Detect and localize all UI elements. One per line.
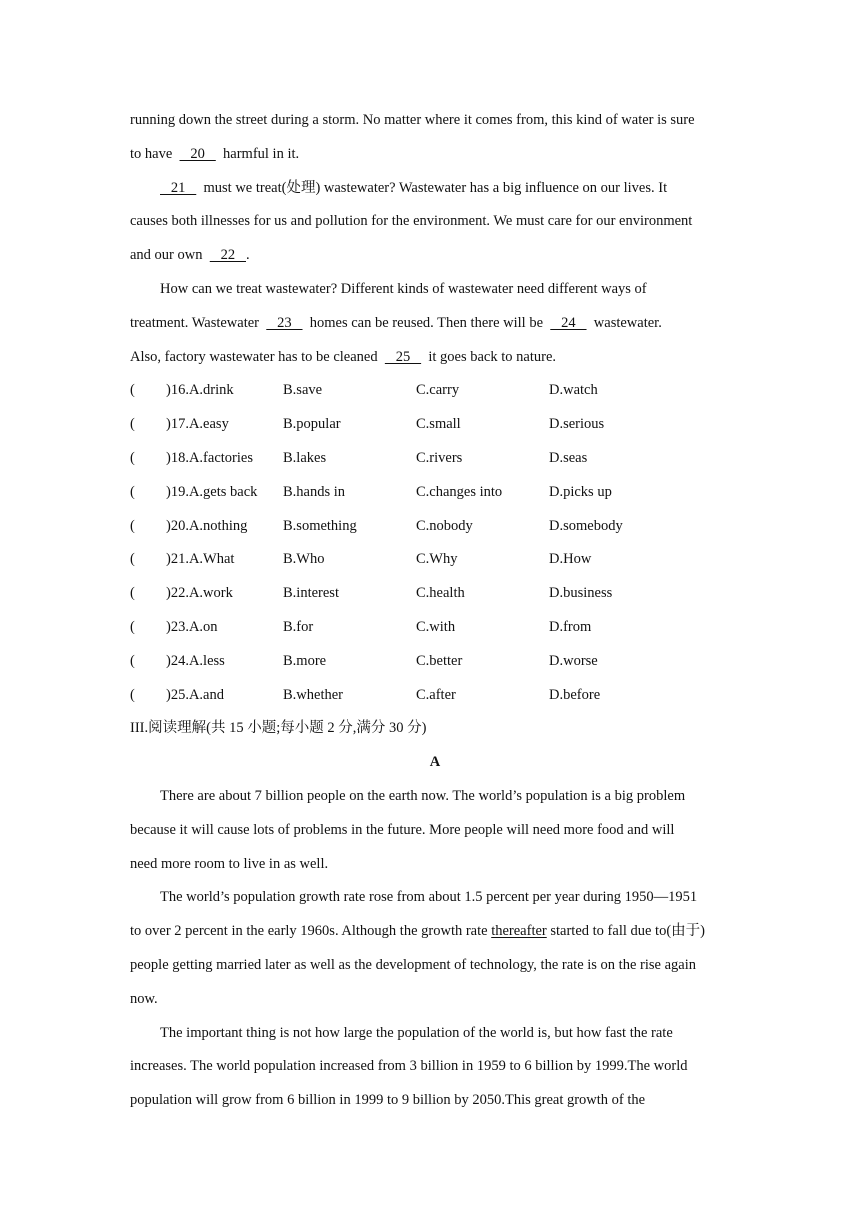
option-a: )19.A.gets back: [166, 483, 258, 500]
option-c: C.changes into: [416, 483, 503, 500]
option-a: )23.A.on: [166, 618, 218, 635]
question-row: [130, 374, 740, 408]
option-a: )24.A.less: [166, 652, 225, 669]
option-b: B.save: [283, 382, 323, 399]
option-a: )20.A.nothing: [166, 517, 248, 534]
question-row: [130, 577, 740, 611]
option-b: B.for: [283, 618, 314, 635]
option-a: )16.A.drink: [166, 382, 234, 399]
question-row: [130, 442, 740, 476]
option-d: D.picks up: [549, 483, 612, 500]
option-a: )21.A.What: [166, 551, 235, 568]
blank-21: 21: [160, 179, 197, 196]
blank-20: 20: [179, 145, 216, 162]
passage-text: need more room to live in as well.: [130, 855, 329, 872]
option-b: B.lakes: [283, 449, 327, 466]
answer-paren: (: [130, 382, 135, 399]
option-d: D.from: [549, 618, 592, 635]
question-row: [130, 543, 740, 577]
question-row: [130, 679, 740, 713]
option-c: C.Why: [416, 551, 458, 568]
option-b: B.hands in: [283, 483, 346, 500]
option-d: D.business: [549, 585, 613, 602]
answer-paren: (: [130, 652, 135, 669]
passage-text: .: [246, 247, 250, 264]
option-b: B.popular: [283, 416, 341, 433]
passage-text: The important thing is not how large the population of the world is, but how fast the rate: [160, 1024, 673, 1041]
option-c: C.health: [416, 585, 465, 602]
option-c: C.better: [416, 652, 463, 669]
passage-text: causes both illnesses for us and pollution for the environment. We must care for our environment: [130, 213, 693, 230]
passage-line: [130, 138, 740, 172]
passage-text: How can we treat wastewater? Different kinds of wastewater need different ways of: [160, 280, 647, 297]
option-c: C.rivers: [416, 449, 463, 466]
passage-text: There are about 7 billion people on the earth now. The world’s population is a big problem: [160, 787, 686, 804]
passage-text: wastewater.: [593, 314, 662, 331]
blank-23: 23: [266, 314, 303, 331]
option-c: C.after: [416, 686, 456, 703]
passage-line: [130, 949, 740, 983]
blank-24: 24: [550, 314, 587, 331]
passage-text: to have: [130, 145, 173, 162]
answer-paren: (: [130, 585, 135, 602]
passage-text: to over 2 percent in the early 1960s. Although the growth rate: [130, 923, 488, 940]
answer-paren: (: [130, 618, 135, 635]
option-a: )18.A.factories: [166, 449, 253, 466]
option-b: B.interest: [283, 585, 339, 602]
passage-line: [130, 205, 740, 239]
passage-line: [130, 881, 740, 915]
option-d: D.before: [549, 686, 601, 703]
option-d: D.serious: [549, 416, 605, 433]
passage-text: homes can be reused. Then there will be: [309, 314, 544, 331]
option-a: )22.A.work: [166, 585, 233, 602]
answer-paren: (: [130, 551, 135, 568]
option-d: D.watch: [549, 382, 598, 399]
passage-text: because it will cause lots of problems in the future. More people will need more food and will: [130, 821, 675, 838]
underlined-word: thereafter: [491, 923, 547, 940]
option-b: B.more: [283, 652, 327, 669]
option-a: )17.A.easy: [166, 416, 229, 433]
passage-line: [130, 1050, 740, 1084]
passage-line: [130, 1017, 740, 1051]
option-d: D.seas: [549, 449, 588, 466]
passage-line: [130, 915, 740, 949]
passage-line: [130, 848, 740, 882]
passage-line: [130, 104, 740, 138]
passage-text: harmful in it.: [223, 145, 300, 162]
passage-text: The world’s population growth rate rose from about 1.5 percent per year during 1950—1951: [160, 889, 698, 906]
passage-text: Also, factory wastewater has to be cleaned: [130, 348, 378, 365]
option-a: )25.A.and: [166, 686, 224, 703]
option-d: D.somebody: [549, 517, 623, 534]
option-c: C.carry: [416, 382, 460, 399]
option-b: B.Who: [283, 551, 325, 568]
passage-text: population will grow from 6 billion in 1999 to 9 billion by 2050.This great growth of the: [130, 1092, 646, 1109]
option-d: D.worse: [549, 652, 598, 669]
question-row: [130, 645, 740, 679]
answer-paren: (: [130, 483, 135, 500]
passage-text: must we treat(处理) wastewater? Wastewater has a big influence on our lives. It: [203, 179, 668, 196]
passage-text: now.: [130, 990, 158, 1007]
option-b: B.something: [283, 517, 357, 534]
passage-line: [130, 341, 740, 375]
passage-text: increases. The world population increased from 3 billion in 1959 to 6 billion by 1999.The world: [130, 1058, 688, 1075]
passage-text: started to fall due to(由于): [550, 923, 705, 940]
document-page: [130, 104, 740, 1118]
blank-22: 22: [209, 247, 246, 264]
option-b: B.whether: [283, 686, 343, 703]
question-row: [130, 510, 740, 544]
passage-line: [130, 1084, 740, 1118]
passage-line: [130, 239, 740, 273]
question-row: [130, 408, 740, 442]
passage-line: [130, 814, 740, 848]
section-heading: III.阅读理解(共 15 小题;每小题 2 分,满分 30 分): [130, 720, 427, 737]
answer-paren: (: [130, 686, 135, 703]
blank-25: 25: [384, 348, 422, 365]
question-row: [130, 476, 740, 510]
answer-paren: (: [130, 449, 135, 466]
answer-paren: (: [130, 517, 135, 534]
option-d: D.How: [549, 551, 592, 568]
passage-text: people getting married later as well as the development of technology, the rate is on the rise again: [130, 956, 696, 973]
answer-paren: (: [130, 416, 135, 433]
passage-line: [130, 307, 740, 341]
passage-text: it goes back to nature.: [428, 348, 556, 365]
passage-text: running down the street during a storm. No matter where it comes from, this kind of water is sure: [130, 112, 695, 128]
passage-text: treatment. Wastewater: [130, 314, 260, 331]
passage-line: [130, 273, 740, 307]
question-row: [130, 611, 740, 645]
passage-line: [130, 983, 740, 1017]
option-c: C.nobody: [416, 517, 473, 534]
passage-text: and our own: [130, 247, 203, 264]
option-c: C.with: [416, 618, 456, 635]
option-c: C.small: [416, 416, 461, 433]
passage-line: [130, 172, 740, 206]
passage-line: [130, 780, 740, 814]
passage-label: A: [429, 754, 441, 771]
